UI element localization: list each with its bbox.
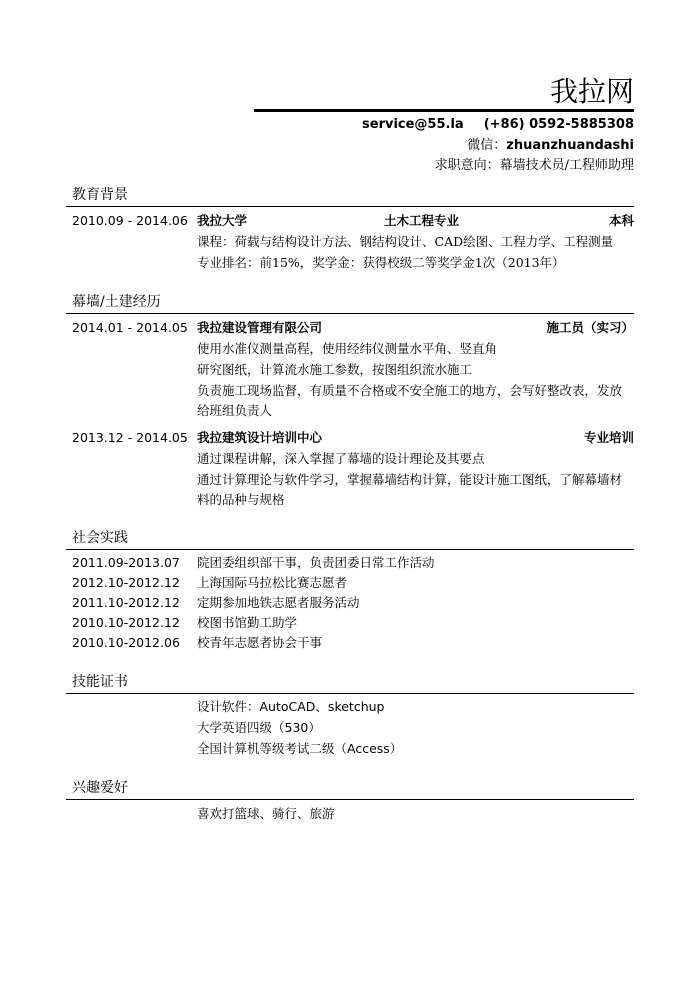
social-4-date: 2010.10-2012.12 bbox=[72, 615, 180, 630]
section-title-skills: 技能证书 bbox=[72, 674, 128, 690]
education-school: 我拉大学 bbox=[197, 213, 248, 228]
section-divider-skills bbox=[66, 693, 634, 694]
section-title-experience: 幕墙/土建经历 bbox=[72, 294, 161, 310]
contact-line bbox=[362, 116, 634, 134]
education-courses: 课程：荷载与结构设计方法、钢结构设计、CAD绘图、工程力学、工程测量 bbox=[197, 234, 614, 249]
section-title-social: 社会实践 bbox=[72, 530, 128, 546]
section-title-hobbies: 兴趣爱好 bbox=[72, 780, 128, 796]
section-divider-experience bbox=[66, 313, 634, 314]
section-divider-hobbies bbox=[66, 799, 634, 800]
education-date: 2010.09 - 2014.06 bbox=[72, 213, 188, 228]
education-ranking: 专业排名：前15%，奖学金：获得校级二等奖学金1次（2013年） bbox=[197, 255, 565, 270]
experience-2-line-2: 通过计算理论与软件学习，掌握幕墙结构计算，能设计施工图纸，了解幕墙材料的品种与规格 bbox=[197, 472, 623, 507]
social-2-date: 2012.10-2012.12 bbox=[72, 575, 180, 590]
experience-2-line-1: 通过课程讲解，深入掌握了幕墙的设计理论及其要点 bbox=[197, 451, 485, 466]
experience-1-line-2: 研究图纸，计算流水施工参数，按图组织流水施工 bbox=[197, 362, 473, 377]
section-divider-education bbox=[66, 206, 634, 207]
section-divider-social bbox=[66, 549, 634, 550]
experience-1-date: 2014.01 - 2014.05 bbox=[72, 320, 188, 335]
education-major: 土木工程专业 bbox=[384, 213, 460, 228]
hobbies-text: 喜欢打篮球、骑行、旅游 bbox=[197, 806, 335, 821]
experience-2-role: 专业培训 bbox=[583, 430, 634, 445]
experience-1-org: 我拉建设管理有限公司 bbox=[197, 320, 323, 335]
experience-1-line-1: 使用水准仪测量高程，使用经纬仪测量水平角、竖直角 bbox=[197, 341, 498, 356]
social-3-text: 定期参加地铁志愿者服务活动 bbox=[197, 595, 360, 610]
experience-2-org: 我拉建筑设计培训中心 bbox=[197, 430, 323, 445]
wechat-id: zhuanzhuandashi bbox=[506, 138, 634, 153]
skill-item-3: 全国计算机等级考试二级（Access） bbox=[197, 741, 403, 756]
section-title-education: 教育背景 bbox=[72, 187, 128, 203]
email-text: service@55.la bbox=[362, 117, 464, 132]
header-divider bbox=[254, 109, 634, 112]
job-objective: 求职意向：幕墙技术员/工程师助理 bbox=[434, 158, 634, 173]
education-degree: 本科 bbox=[608, 213, 634, 228]
wechat-label: 微信： bbox=[467, 138, 507, 153]
experience-1-line-3: 负责施工现场监督，有质量不合格或不安全施工的地方，会写好整改表，发放给班组负责人 bbox=[197, 383, 623, 418]
social-1-text: 院团委组织部干事，负责团委日常工作活动 bbox=[197, 555, 435, 570]
experience-2-date: 2013.12 - 2014.05 bbox=[72, 430, 188, 445]
social-1-date: 2011.09-2013.07 bbox=[72, 555, 180, 570]
experience-1-role: 施工员（实习） bbox=[546, 320, 634, 335]
social-4-text: 校图书馆勤工助学 bbox=[197, 615, 298, 630]
social-5-date: 2010.10-2012.06 bbox=[72, 635, 180, 650]
skill-item-2: 大学英语四级（530） bbox=[197, 720, 321, 735]
social-3-date: 2011.10-2012.12 bbox=[72, 595, 180, 610]
social-5-text: 校青年志愿者协会干事 bbox=[197, 635, 323, 650]
resume-name: 我拉网 bbox=[549, 75, 634, 108]
wechat-line bbox=[467, 137, 634, 155]
skill-item-1: 设计软件：AutoCAD、sketchup bbox=[197, 699, 385, 714]
social-2-text: 上海国际马拉松比赛志愿者 bbox=[197, 575, 348, 590]
phone-text: (+86) 0592-5885308 bbox=[483, 117, 634, 132]
